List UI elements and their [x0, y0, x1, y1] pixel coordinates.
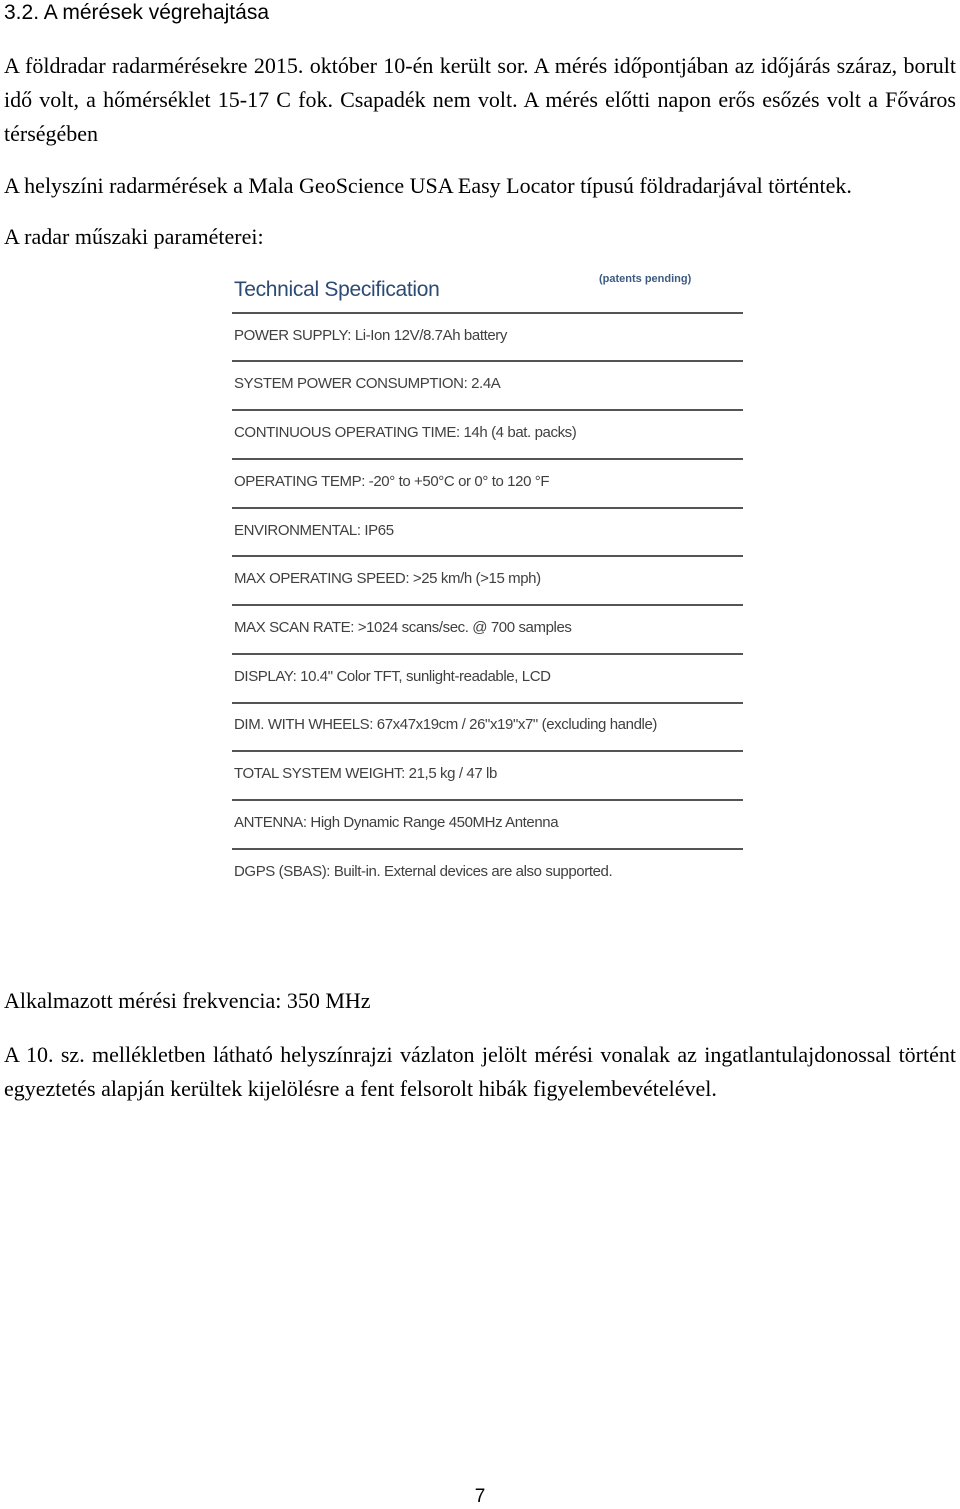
spec-patents-note: (patents pending) [599, 273, 692, 285]
spec-divider [232, 848, 743, 850]
spec-divider [232, 409, 743, 411]
spec-row-power-consumption: SYSTEM POWER CONSUMPTION: 2.4A [234, 375, 501, 392]
spec-divider [232, 702, 743, 704]
weather-paragraph: A földradar radarmérésekre 2015. október 10-én került sor. A mérés időpontjában az időjárás száraz, borult idő volt, a hőmérséklet 15-17 C fok. Csapadék nem volt. A mérés előtti napon erős esőzés volt a Főváros térségében [4, 53, 956, 146]
spec-row-max-speed: MAX OPERATING SPEED: >25 km/h (>15 mph) [234, 570, 541, 587]
spec-divider [232, 604, 743, 606]
technical-specification-image [229, 266, 745, 896]
spec-row-operating-temp: OPERATING TEMP: -20° to +50°C or 0° to 120 °F [234, 473, 550, 490]
spec-row-power-supply: POWER SUPPLY: Li-Ion 12V/8.7Ah battery [234, 327, 507, 344]
spec-divider [232, 555, 743, 557]
spec-title: Technical Specification [234, 278, 440, 301]
spec-divider [232, 750, 743, 752]
spec-divider [232, 360, 743, 362]
frequency-paragraph: Alkalmazott mérési frekvencia: 350 MHz [4, 988, 371, 1013]
survey-lines-paragraph: A 10. sz. mellékletben látható helyszínrajzi vázlaton jelölt mérési vonalak az ingatlantulajdonossal történt egyeztetés alapján kerültek kijelölésre a fent felsorolt hibák figyelembevételével. [4, 1042, 956, 1101]
spec-row-antenna: ANTENNA: High Dynamic Range 450MHz Antenna [234, 814, 559, 831]
spec-row-dgps: DGPS (SBAS): Built-in. External devices are also supported. [234, 863, 613, 880]
spec-divider [232, 507, 743, 509]
radar-parameters-label: A radar műszaki paraméterei: [4, 224, 264, 249]
spec-row-environmental: ENVIRONMENTAL: IP65 [234, 522, 394, 539]
spec-divider [232, 312, 743, 314]
section-heading: 3.2. A mérések végrehajtása [4, 1, 269, 24]
spec-divider [232, 799, 743, 801]
equipment-paragraph: A helyszíni radarmérések a Mala GeoScience USA Easy Locator típusú földradarjával történtek. [4, 173, 852, 198]
spec-row-dimensions: DIM. WITH WHEELS: 67x47x19cm / 26"x19"x7" (excluding handle) [234, 716, 657, 733]
spec-row-weight: TOTAL SYSTEM WEIGHT: 21,5 kg / 47 lb [234, 765, 497, 782]
spec-row-scan-rate: MAX SCAN RATE: >1024 scans/sec. @ 700 samples [234, 619, 572, 636]
spec-row-operating-time: CONTINUOUS OPERATING TIME: 14h (4 bat. packs) [234, 424, 577, 441]
spec-divider [232, 653, 743, 655]
spec-row-display: DISPLAY: 10.4" Color TFT, sunlight-readable, LCD [234, 668, 551, 685]
page-number: 7 [474, 1486, 486, 1507]
spec-divider [232, 458, 743, 460]
